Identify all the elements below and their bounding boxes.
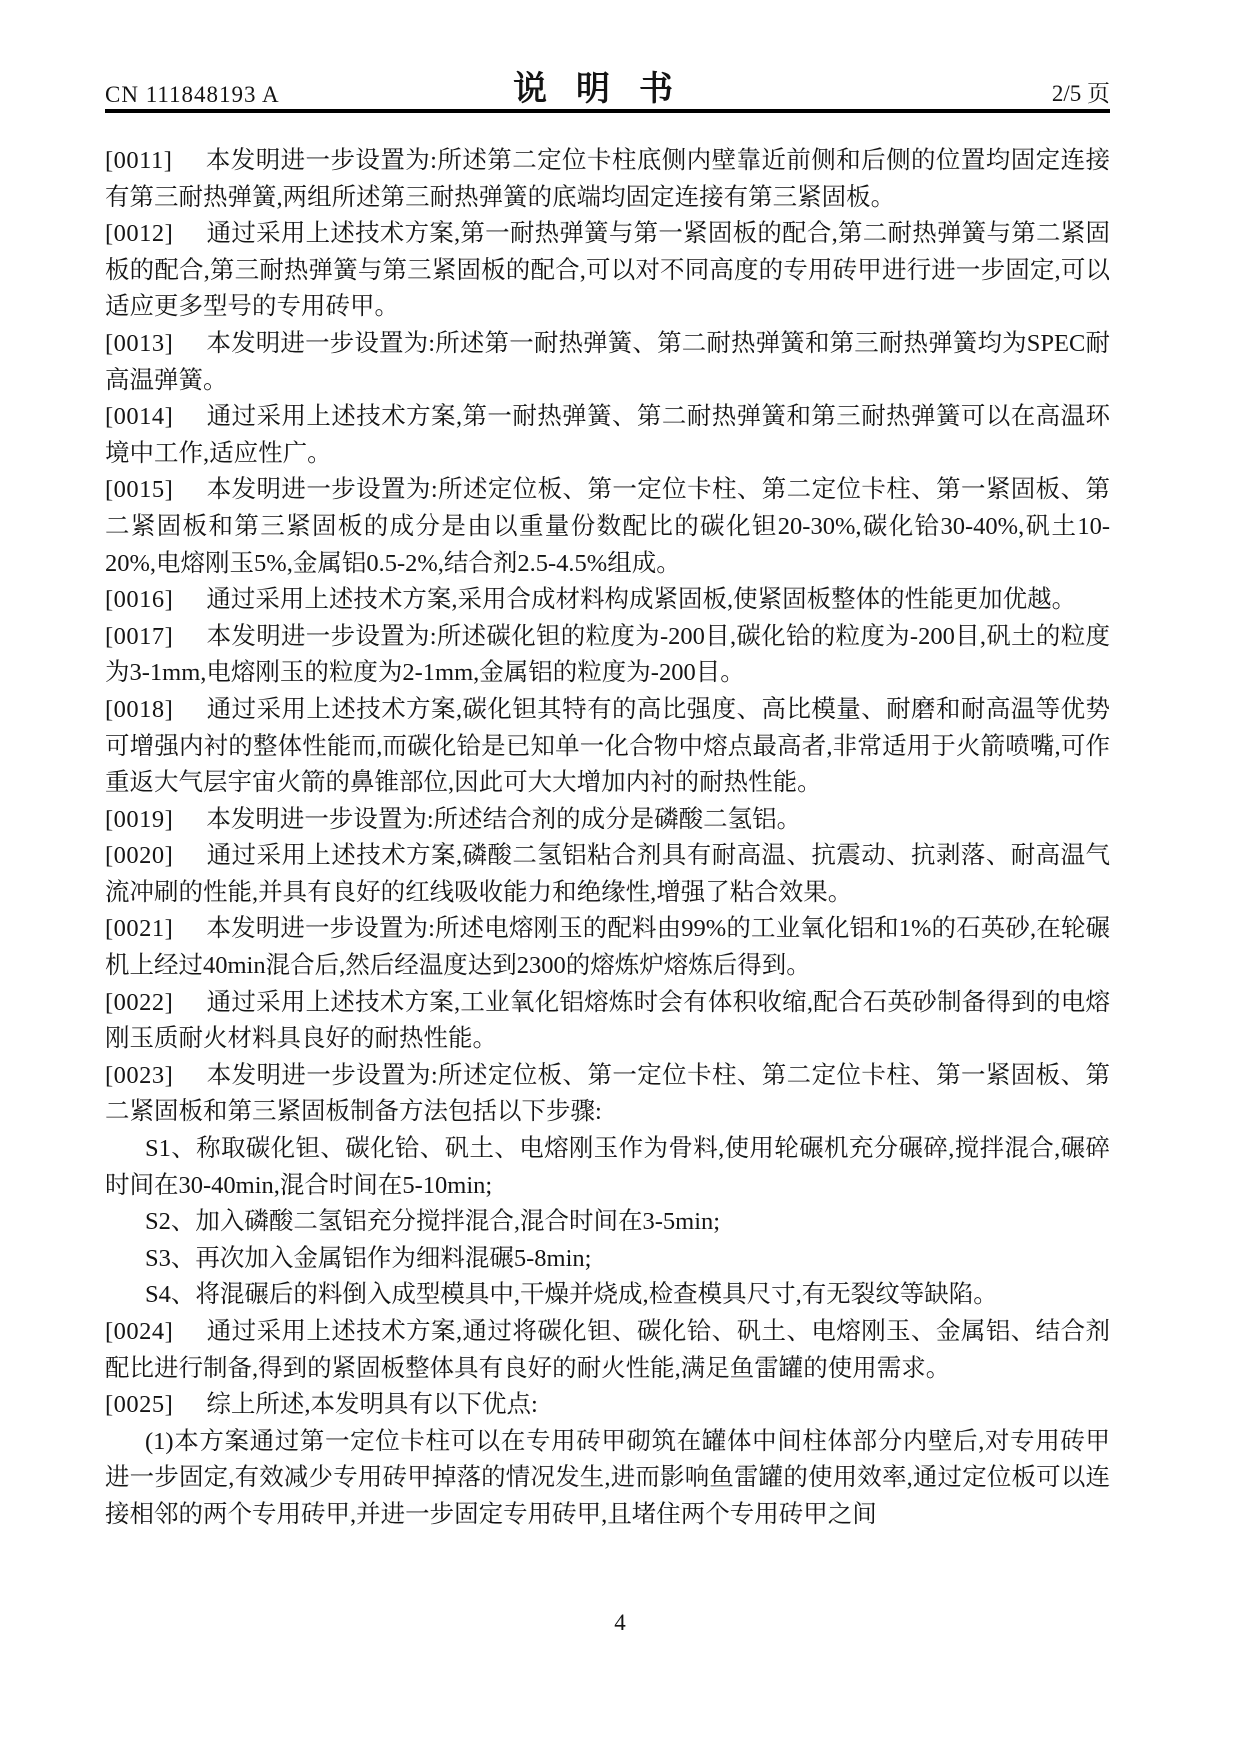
- paragraph-0020: [105, 838, 1110, 911]
- paragraph-tag: [0018]: [105, 695, 174, 723]
- paragraph-tag: [0025]: [105, 1391, 174, 1419]
- paragraph-text: 本发明进一步设置为:所述定位板、第一定位卡柱、第二定位卡柱、第一紧固板、第二紧固板和第三紧固板的成分是由以重量份数配比的碳化钽20-30%,碳化铪30-40%,矾土10-20%,电熔刚玉5%,金属铝0.5-2%,结合剂2.5-4.5%组成。: [105, 476, 1110, 577]
- paragraph-0014: [105, 399, 1110, 472]
- paragraph-0017: [105, 619, 1110, 692]
- document-body: [105, 143, 1110, 1534]
- header-divider: [105, 109, 1110, 113]
- paragraph-text: 本发明进一步设置为:所述定位板、第一定位卡柱、第二定位卡柱、第一紧固板、第二紧固板和第三紧固板制备方法包括以下步骤:: [105, 1061, 1110, 1126]
- paragraph-0025: [105, 1387, 1110, 1424]
- paragraph-tag: [0017]: [105, 622, 174, 650]
- paragraph-tag: [0012]: [105, 220, 174, 248]
- paragraph-0013: [105, 326, 1110, 399]
- paragraph-text: 本发明进一步设置为:所述第二定位卡柱底侧内壁靠近前侧和后侧的位置均固定连接有第三耐热弹簧,两组所述第三耐热弹簧的底端均固定连接有第三紧固板。: [105, 147, 1110, 211]
- paragraph-0021: [105, 911, 1110, 984]
- page-header: [105, 70, 1110, 110]
- paragraph-0012: [105, 216, 1110, 326]
- paragraph-0018: [105, 692, 1110, 802]
- paragraph-text: 通过采用上述技术方案,磷酸二氢铝粘合剂具有耐高温、抗震动、抗剥落、耐高温气流冲刷的性能,并具有良好的红线吸收能力和绝缘性,增强了粘合效果。: [105, 842, 1110, 906]
- paragraph-text: 综上所述,本发明具有以下优点:: [206, 1391, 538, 1419]
- paragraph-tag: [0015]: [105, 476, 174, 504]
- paragraph-tag: [0020]: [105, 842, 174, 870]
- paragraph-text: 本发明进一步设置为:所述第一耐热弹簧、第二耐热弹簧和第三耐热弹簧均为SPEC耐高温弹簧。: [105, 329, 1110, 394]
- paragraph-untagged-14: [105, 1204, 1110, 1241]
- publication-number: CN 111848193 A: [105, 82, 280, 107]
- paragraph-text: 通过采用上述技术方案,通过将碳化钽、碳化铪、矾土、电熔刚玉、金属铝、结合剂配比进行制备,得到的紧固板整体具有良好的耐火性能,满足鱼雷罐的使用需求。: [105, 1318, 1110, 1382]
- paragraph-tag: [0019]: [105, 805, 174, 833]
- page-footer: [0, 1610, 1240, 1636]
- paragraph-tag: [0023]: [105, 1061, 174, 1089]
- paragraph-text: S4、将混碾后的料倒入成型模具中,干燥并烧成,检查模具尺寸,有无裂纹等缺陷。: [145, 1281, 998, 1309]
- paragraph-0011: [105, 143, 1110, 216]
- paragraph-untagged-13: [105, 1131, 1110, 1204]
- paragraph-text: 通过采用上述技术方案,第一耐热弹簧与第一紧固板的配合,第二耐热弹簧与第二紧固板的配合,第三耐热弹簧与第三紧固板的配合,可以对不同高度的专用砖甲进行进一步固定,可以适应更多型号的专用砖甲。: [105, 220, 1110, 321]
- document-title: 说明书: [513, 71, 702, 108]
- page-number: 4: [614, 1610, 626, 1635]
- paragraph-text: 本发明进一步设置为:所述电熔刚玉的配料由99%的工业氧化铝和1%的石英砂,在轮碾机上经过40min混合后,然后经温度达到2300的熔炼炉熔炼后得到。: [105, 915, 1110, 980]
- paragraph-text: (1)本方案通过第一定位卡柱可以在专用砖甲砌筑在罐体中间柱体部分内壁后,对专用砖甲进一步固定,有效减少专用砖甲掉落的情况发生,进而影响鱼雷罐的使用效率,通过定位板可以连接相邻的两个专用砖甲,并进一步固定专用砖甲,且堵住两个专用砖甲之间: [105, 1427, 1110, 1528]
- paragraph-0023: [105, 1058, 1110, 1131]
- paragraph-0019: [105, 802, 1110, 839]
- paragraph-tag: [0014]: [105, 403, 174, 431]
- paragraph-0022: [105, 985, 1110, 1058]
- paragraph-text: S3、再次加入金属铝作为细料混碾5-8min;: [145, 1244, 592, 1272]
- paragraph-tag: [0021]: [105, 915, 174, 943]
- paragraph-untagged-19: [105, 1424, 1110, 1534]
- paragraph-text: 本发明进一步设置为:所述碳化钽的粒度为-200目,碳化铪的粒度为-200目,矾土的粒度为3-1mm,电熔刚玉的粒度为2-1mm,金属铝的粒度为-200目。: [105, 622, 1110, 687]
- paragraph-0024: [105, 1314, 1110, 1387]
- paragraph-text: 通过采用上述技术方案,第一耐热弹簧、第二耐热弹簧和第三耐热弹簧可以在高温环境中工作,适应性广。: [105, 403, 1110, 467]
- paragraph-text: 通过采用上述技术方案,采用合成材料构成紧固板,使紧固板整体的性能更加优越。: [206, 586, 1077, 614]
- paragraph-tag: [0013]: [105, 329, 174, 357]
- paragraph-tag: [0024]: [105, 1318, 174, 1345]
- paragraph-text: 本发明进一步设置为:所述结合剂的成分是磷酸二氢铝。: [206, 805, 802, 833]
- paragraph-untagged-16: [105, 1277, 1110, 1314]
- paragraph-untagged-15: [105, 1241, 1110, 1278]
- paragraph-text: S1、称取碳化钽、碳化铪、矾土、电熔刚玉作为骨料,使用轮碾机充分碾碎,搅拌混合,碾碎时间在30-40min,混合时间在5-10min;: [105, 1135, 1110, 1199]
- paragraph-0015: [105, 472, 1110, 582]
- paragraph-tag: [0011]: [105, 147, 173, 174]
- paragraph-tag: [0022]: [105, 988, 174, 1016]
- paragraph-text: 通过采用上述技术方案,碳化钽其特有的高比强度、高比模量、耐磨和耐高温等优势可增强内衬的整体性能而,而碳化铪是已知单一化合物中熔点最高者,非常适用于火箭喷嘴,可作重返大气层宇宙火箭的鼻锥部位,因此可大大增加内衬的耐热性能。: [105, 695, 1110, 797]
- paragraph-text: S2、加入磷酸二氢铝充分搅拌混合,混合时间在3-5min;: [145, 1208, 721, 1236]
- page-indicator: 2/5 页: [1051, 81, 1110, 106]
- paragraph-tag: [0016]: [105, 586, 174, 614]
- paragraph-text: 通过采用上述技术方案,工业氧化铝熔炼时会有体积收缩,配合石英砂制备得到的电熔刚玉质耐火材料具良好的耐热性能。: [105, 988, 1110, 1053]
- paragraph-0016: [105, 582, 1110, 619]
